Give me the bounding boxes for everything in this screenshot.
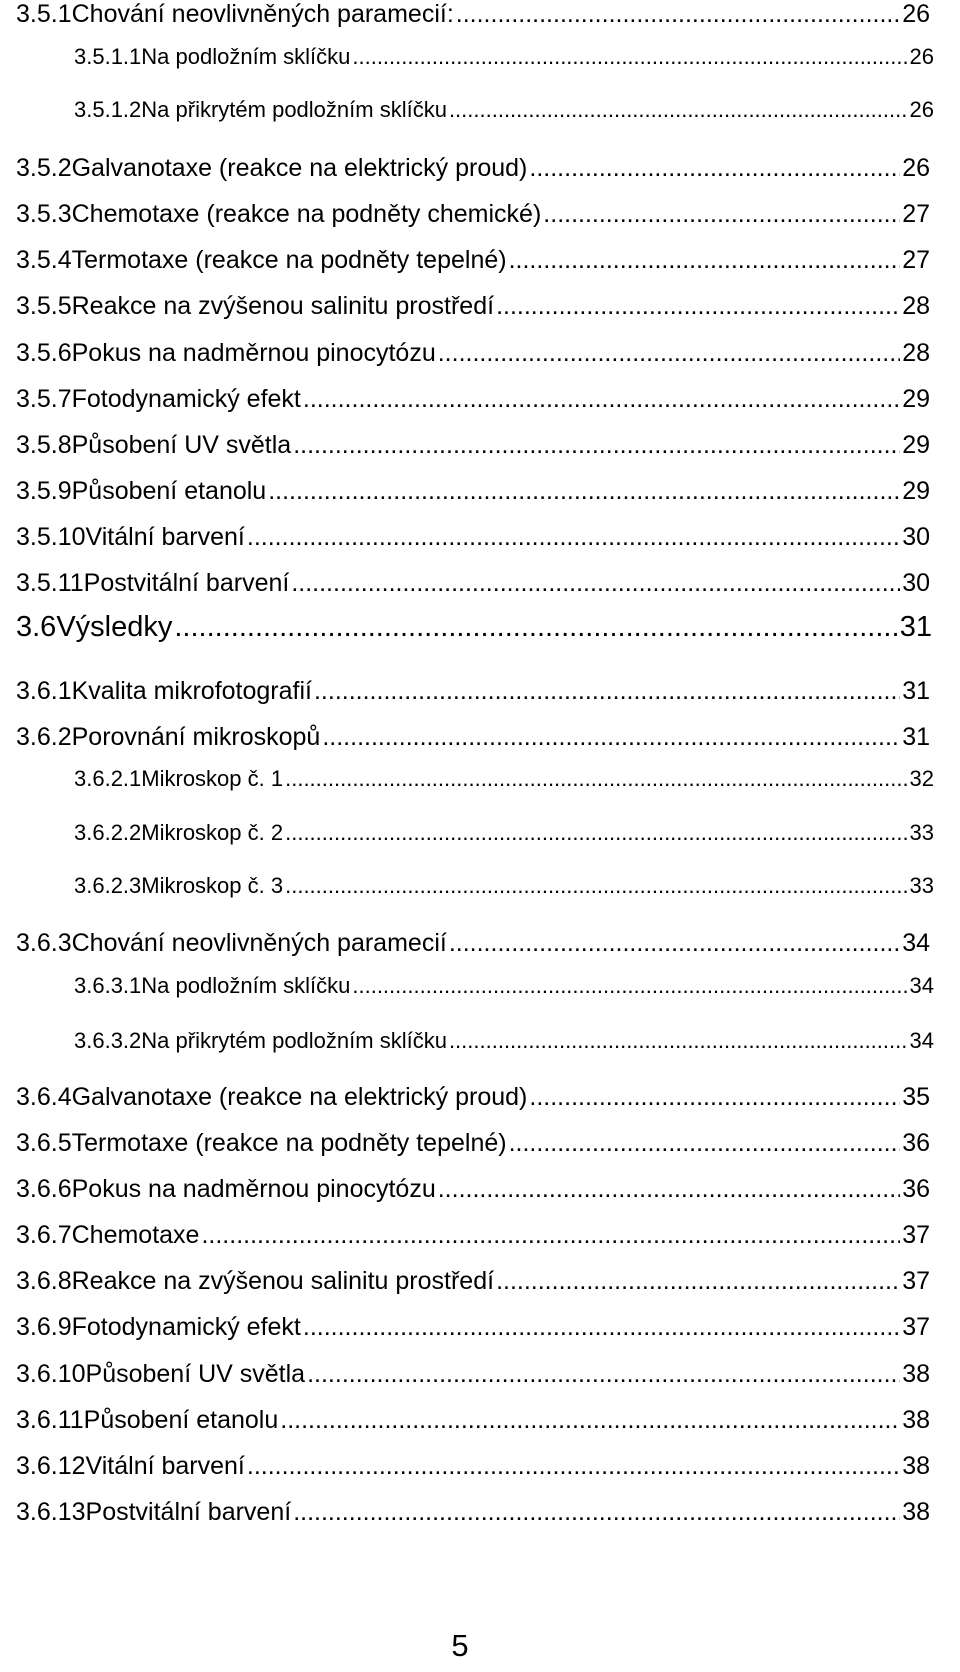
toc-entry-title: Reakce na zvýšenou salinitu prostředí xyxy=(71,292,495,320)
toc-entry-page: 38 xyxy=(902,1406,930,1434)
toc-entry-title: Vitální barvení xyxy=(85,523,245,551)
toc-entry-number: 3.6.2.3 xyxy=(74,873,142,898)
toc-entry-title: Na přikrytém podložním sklíčku xyxy=(141,1028,447,1053)
toc-entry-number: 3.5.11 xyxy=(16,569,84,597)
toc-entry[interactable] xyxy=(16,0,930,29)
toc-entry[interactable] xyxy=(74,97,934,123)
toc-entry-page: 35 xyxy=(902,1083,930,1111)
toc-entry[interactable] xyxy=(16,1452,930,1481)
toc-entry-title: Fotodynamický efekt xyxy=(71,385,301,413)
toc-entry-title: Postvitální barvení xyxy=(83,569,290,597)
toc-entry-title: Termotaxe (reakce na podněty tepelné) xyxy=(71,1129,507,1157)
toc-entry-page: 32 xyxy=(909,766,934,791)
dot-leader xyxy=(449,97,908,123)
toc-entry-title: Kvalita mikrofotografií xyxy=(71,677,312,705)
toc-entry-page: 31 xyxy=(902,677,930,705)
toc-entry-number: 3.6.7 xyxy=(16,1221,72,1249)
dot-leader xyxy=(456,0,900,29)
toc-entry-title: Mikroskop č. 3 xyxy=(141,873,284,898)
dot-leader xyxy=(496,1267,900,1296)
toc-entry-page: 34 xyxy=(909,973,934,998)
toc-entry-title: Působení etanolu xyxy=(83,1406,279,1434)
toc-entry-number: 3.6 xyxy=(16,611,57,643)
toc-entry-number: 3.5.1.2 xyxy=(74,97,142,122)
toc-entry[interactable] xyxy=(16,1313,930,1342)
toc-entry-number: 3.6.6 xyxy=(16,1175,72,1203)
dot-leader xyxy=(449,929,900,958)
toc-entry[interactable] xyxy=(74,44,934,70)
toc-entry-page: 36 xyxy=(902,1175,930,1203)
toc-entry-title: Pokus na nadměrnou pinocytózu xyxy=(71,1175,436,1203)
toc-entry[interactable] xyxy=(16,611,932,644)
toc-entry-number: 3.6.10 xyxy=(16,1360,86,1388)
toc-entry-title: Mikroskop č. 1 xyxy=(141,766,284,791)
toc-entry-number: 3.5.3 xyxy=(16,200,72,228)
toc-entry-title: Vitální barvení xyxy=(85,1452,245,1480)
toc-entry[interactable] xyxy=(16,523,930,552)
toc-entry-page: 34 xyxy=(909,1028,934,1053)
toc-entry-number: 3.6.3 xyxy=(16,929,72,957)
dot-leader xyxy=(496,292,900,321)
toc-entry-number: 3.6.9 xyxy=(16,1313,72,1341)
toc-entry[interactable] xyxy=(16,477,930,506)
toc-entry[interactable] xyxy=(16,677,930,706)
toc-entry-page: 37 xyxy=(902,1313,930,1341)
toc-entry-title: Působení UV světla xyxy=(85,1360,306,1388)
toc-entry-number: 3.5.2 xyxy=(16,154,72,182)
toc-entry-page: 37 xyxy=(902,1221,930,1249)
toc-entry-page: 26 xyxy=(902,0,930,28)
dot-leader xyxy=(285,820,907,846)
dot-leader xyxy=(449,1028,908,1054)
toc-entry[interactable] xyxy=(74,873,934,899)
dot-leader xyxy=(509,1129,901,1158)
toc-entry-page: 26 xyxy=(902,154,930,182)
page-number: 5 xyxy=(451,1628,469,1663)
toc-entry-number: 3.6.8 xyxy=(16,1267,72,1295)
toc-entry-number: 3.6.2.2 xyxy=(74,820,142,845)
toc-entry-title: Fotodynamický efekt xyxy=(71,1313,301,1341)
dot-leader xyxy=(529,1083,900,1112)
toc-entry-page: 36 xyxy=(902,1129,930,1157)
dot-leader xyxy=(509,246,901,275)
dot-leader xyxy=(303,385,900,414)
toc-entry[interactable] xyxy=(74,973,934,999)
toc-entry-number: 3.5.10 xyxy=(16,523,86,551)
toc-entry[interactable] xyxy=(16,1498,930,1527)
toc-entry-page: 30 xyxy=(902,569,930,597)
toc-entry-number: 3.5.1.1 xyxy=(74,44,142,69)
toc-entry-page: 26 xyxy=(909,44,934,69)
toc-entry-number: 3.6.3.2 xyxy=(74,1028,142,1053)
toc-entry-title: Pokus na nadměrnou pinocytózu xyxy=(71,339,436,367)
dot-leader xyxy=(438,1175,900,1204)
toc-entry-number: 3.5.9 xyxy=(16,477,72,505)
toc-entry-number: 3.5.7 xyxy=(16,385,72,413)
toc-entry-page: 27 xyxy=(902,246,930,274)
toc-entry-page: 26 xyxy=(909,97,934,122)
toc-entry-page: 31 xyxy=(902,723,930,751)
toc-entry[interactable] xyxy=(16,292,930,321)
toc-entry-page: 34 xyxy=(902,929,930,957)
toc-entry-page: 33 xyxy=(909,873,934,898)
toc-entry-title: Chování neovlivněných paramecií xyxy=(71,929,447,957)
dot-leader xyxy=(438,339,900,368)
toc-entry-number: 3.5.4 xyxy=(16,246,72,274)
toc-entry-page: 29 xyxy=(902,477,930,505)
toc-entry[interactable] xyxy=(74,766,934,792)
toc-entry[interactable] xyxy=(16,339,930,368)
dot-leader xyxy=(280,1406,900,1435)
dot-leader xyxy=(201,1221,900,1250)
toc-entry-number: 3.6.5 xyxy=(16,1129,72,1157)
toc-entry-title: Galvanotaxe (reakce na elektrický proud) xyxy=(71,154,528,182)
toc-entry-page: 29 xyxy=(902,385,930,413)
dot-leader xyxy=(247,523,900,552)
toc-entry[interactable] xyxy=(16,723,930,752)
toc-entry-page: 37 xyxy=(902,1267,930,1295)
toc-entry[interactable] xyxy=(16,431,930,460)
toc-entry[interactable] xyxy=(16,1083,930,1112)
toc-entry[interactable] xyxy=(16,1267,930,1296)
dot-leader xyxy=(247,1452,900,1481)
toc-entry-number: 3.6.2 xyxy=(16,723,72,751)
toc-entry-page: 28 xyxy=(902,292,930,320)
toc-entry-page: 27 xyxy=(902,200,930,228)
toc-entry-title: Termotaxe (reakce na podněty tepelné) xyxy=(71,246,507,274)
toc-entry-title: Mikroskop č. 2 xyxy=(141,820,284,845)
toc-entry-page: 38 xyxy=(902,1452,930,1480)
toc-entry-title: Chemotaxe xyxy=(71,1221,200,1249)
toc-entry-number: 3.6.1 xyxy=(16,677,72,705)
toc-entry[interactable] xyxy=(16,1221,930,1250)
toc-entry[interactable] xyxy=(16,154,930,183)
toc-entry[interactable] xyxy=(74,1028,934,1054)
toc-entry-title: Galvanotaxe (reakce na elektrický proud) xyxy=(71,1083,528,1111)
toc-entry-page: 31 xyxy=(899,611,932,643)
toc-entry-number: 3.5.5 xyxy=(16,292,72,320)
toc-entry-title: Reakce na zvýšenou salinitu prostředí xyxy=(71,1267,495,1295)
toc-entry[interactable] xyxy=(16,200,930,229)
dot-leader xyxy=(285,873,907,899)
dot-leader xyxy=(529,154,900,183)
toc-entry-title: Chemotaxe (reakce na podněty chemické) xyxy=(71,200,542,228)
toc-entry-page: 38 xyxy=(902,1498,930,1526)
toc-entry-title: Na podložním sklíčku xyxy=(141,973,351,998)
dot-leader xyxy=(303,1313,900,1342)
toc-entry-title: Výsledky xyxy=(56,611,173,643)
toc-entry[interactable] xyxy=(16,929,930,958)
dot-leader xyxy=(291,569,900,598)
toc-entry-number: 3.5.6 xyxy=(16,339,72,367)
toc-entry-title: Působení UV světla xyxy=(71,431,292,459)
toc-entry-number: 3.6.11 xyxy=(16,1406,84,1434)
dot-leader xyxy=(352,973,907,999)
toc-entry[interactable] xyxy=(16,385,930,414)
dot-leader xyxy=(543,200,900,229)
toc-entry-page: 33 xyxy=(909,820,934,845)
toc-entry-page: 38 xyxy=(902,1360,930,1388)
toc-entry-number: 3.6.2.1 xyxy=(74,766,142,791)
dot-leader xyxy=(285,766,907,792)
dot-leader xyxy=(307,1360,900,1389)
toc-entry[interactable] xyxy=(16,1406,930,1435)
dot-leader xyxy=(293,431,900,460)
dot-leader xyxy=(174,611,897,644)
dot-leader xyxy=(352,44,907,70)
dot-leader xyxy=(268,477,900,506)
toc-entry[interactable] xyxy=(16,1360,930,1389)
toc-entry-number: 3.6.12 xyxy=(16,1452,86,1480)
toc-entry-number: 3.6.4 xyxy=(16,1083,72,1111)
toc-entry-number: 3.5.1 xyxy=(16,0,72,28)
toc-entry-title: Na podložním sklíčku xyxy=(141,44,351,69)
toc-entry-page: 28 xyxy=(902,339,930,367)
toc-entry-title: Postvitální barvení xyxy=(85,1498,292,1526)
toc-entry[interactable] xyxy=(74,820,934,846)
toc-entry-page: 29 xyxy=(902,431,930,459)
toc-entry[interactable] xyxy=(16,1129,930,1158)
toc-entry-title: Na přikrytém podložním sklíčku xyxy=(141,97,447,122)
toc-entry-number: 3.6.3.1 xyxy=(74,973,142,998)
toc-entry-number: 3.5.8 xyxy=(16,431,72,459)
toc-entry[interactable] xyxy=(16,569,930,598)
toc-entry-page: 30 xyxy=(902,523,930,551)
dot-leader xyxy=(322,723,900,752)
toc-entry-number: 3.6.13 xyxy=(16,1498,86,1526)
toc-entry-title: Chování neovlivněných paramecií: xyxy=(71,0,454,28)
toc-entry-title: Působení etanolu xyxy=(71,477,267,505)
toc-entry[interactable] xyxy=(16,1175,930,1204)
toc-entry[interactable] xyxy=(16,246,930,275)
dot-leader xyxy=(293,1498,900,1527)
toc-entry-title: Porovnání mikroskopů xyxy=(71,723,321,751)
dot-leader xyxy=(314,677,900,706)
